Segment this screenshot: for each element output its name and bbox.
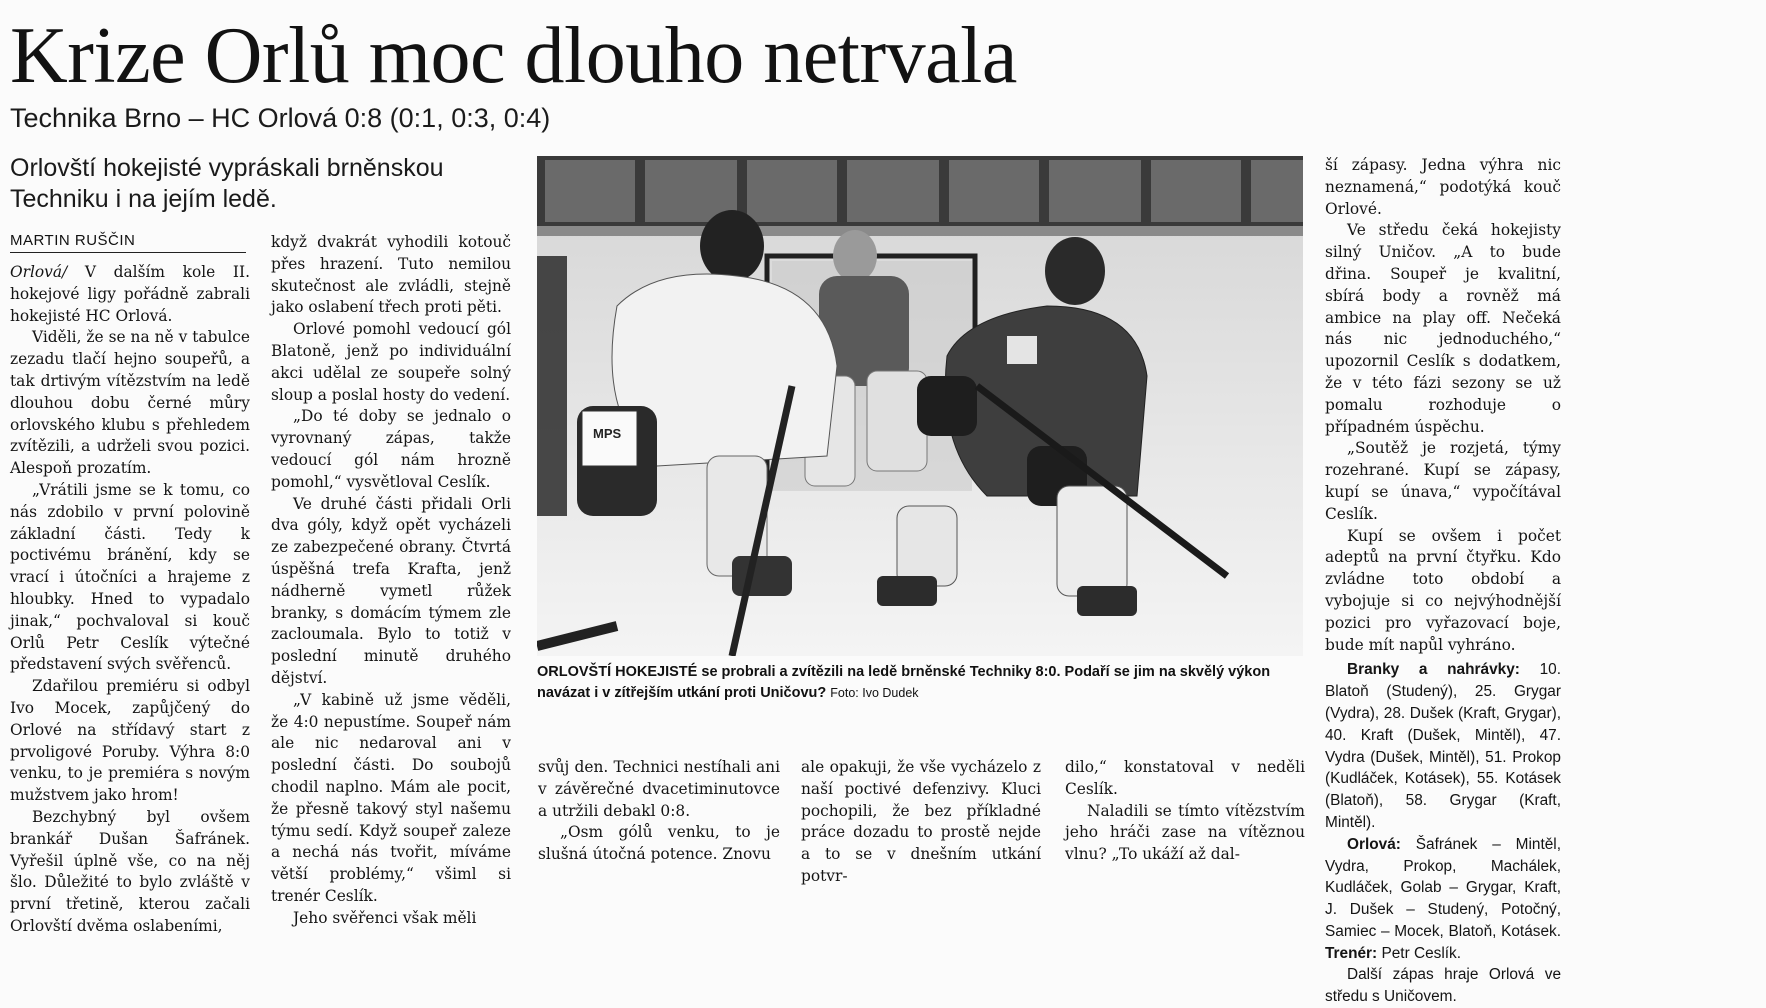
lineup-line <box>1325 834 1561 965</box>
player-edge <box>537 256 567 516</box>
paragraph: „Soutěž je rozjetá, týmy rozehrané. Kupí se zápasy, kupí se únava,“ vypočítával Ceslík. <box>1325 439 1561 523</box>
match-stats <box>1325 659 1561 1008</box>
glass-panels <box>545 160 1303 222</box>
paragraph: Ve středu čeká hokejisty silný Uničov. „A to bude dřina. Soupeř je kvalitní, sbírá body a rovněž má ambice na play off. Nečeká nás nic jednoduchého,“ upozornil Ceslík s dodatkem, že v této fázi sezony se už pomalu rozhoduje o případném úspěchu. <box>1325 221 1561 436</box>
article-column-3 <box>538 757 780 866</box>
article-column-5 <box>1065 757 1305 866</box>
lineup-label: Orlová: <box>1347 835 1401 853</box>
article-subheadline: Technika Brno – HC Orlová 0:8 (0:1, 0:3, 0:4) <box>10 103 551 133</box>
paragraph: „Osm gólů venku, to je slušná útočná potence. Znovu <box>538 823 780 864</box>
paragraph: „Vrátili jsme se k tomu, co nás zdobilo v první polovině základní části. Tedy k poctivému bránění, kdy se vrací i útočníci a hrajeme z hloubky. Hned to vypadalo jinak,“ pochvaloval si kouč Orlů Petr Ceslík výtečné představení svých svěřenců. <box>10 480 250 674</box>
goals-text: 10. Blatoň (Studený), 25. Grygar (Vydra), 28. Dušek (Kraft, Grygar), 40. Kraft (Dušek, Mintěl), 47. Vydra (Dušek, Mintěl), 51. Prokop (Kudláček, Kotásek), 55. Kotásek (Blatoň), 58. Grygar (Kraft, Mintěl). <box>1325 661 1561 831</box>
paragraph: Naladili se tímto vítězstvím jeho hráči zase na vítěznou vlnu? „To ukáží až dal- <box>1065 801 1305 864</box>
paragraph: Ve druhé části přidali Orli dva góly, když opět vycházeli ze zabezpečené obrany. Čtvrtá úspěšná trefa Krafta, jenž nádherně vymetl růžek branky, s domácím týmem zle zacloumala. Bylo to totiž v poslední minutě druhého dějství. <box>271 494 511 687</box>
paragraph-text: V dalším kole II. hokejové ligy pořádně zabrali hokejisté HC Orlová. <box>10 263 250 325</box>
article-lead: Orlovští hokejisté vypráskali brněnskou Techniku i na jejím ledě. <box>10 154 444 213</box>
paragraph: Orlové pomohl vedoucí gól Blatoně, jenž po individuální akci udělal ze soupeře solný sloup a poslal hosty do vedení. <box>271 320 511 404</box>
paragraph: svůj den. Technici nestíhali ani v závěrečné dvacetiminutovce a utržili debakl 0:8. <box>538 758 780 820</box>
dateline: Orlová/ <box>10 263 68 281</box>
paragraph: Jeho svěřenci však měli <box>293 908 477 927</box>
paragraph: ší zápasy. Jedna výhra nic neznamená,“ podotýká kouč Orlové. <box>1325 156 1561 218</box>
paragraph: „Do té doby se jednalo o vyrovnaný zápas, takže vedoucí gól nám hrozně pomohl,“ vysvětloval Ceslík. <box>271 407 511 491</box>
boards <box>537 226 1303 236</box>
hockey-photo <box>537 156 1303 656</box>
photo-caption <box>537 662 1303 704</box>
paragraph: Kupí se ovšem i počet adeptů na první čtyřku. Kdo zvládne toto období a vybojuje si co nejvýhodnější pozici pro vyřazovací boje, bude mít napůl vyhráno. <box>1325 526 1561 654</box>
lineup-text: Šafránek – Mintěl, Vydra, Prokop, Machálek, Kudláček, Golab – Grygar, Kraft, J. Dušek – Studený, Potočný, Samiec – Mocek, Blatoň, Kotásek. <box>1325 835 1561 940</box>
caption-text: se probrali a zvítězili na ledě brněnské Techniky 8:0. Podaří se jim na skvělý výkon navázat i v zítřejším utkání proti Uničovu? <box>537 664 1271 701</box>
caption-lead: ORLOVŠTÍ HOKEJISTÉ <box>537 664 698 680</box>
next-match: Další zápas hraje Orlová ve středu s Uničovem. <box>1325 966 1561 1006</box>
paragraph: Zdařilou premiéru si odbyl Ivo Mocek, zapůjčený do Orlové na střídavý start z prvoligové Poruby. Výhra 8:0 venku, to je premiéra s novým mužstvem jako hrom! <box>10 677 250 805</box>
article-headline: Krize Orlů moc dlouho netrvala <box>10 12 1017 100</box>
coach-label: Trenér: <box>1325 944 1378 962</box>
goals-label: Branky a nahrávky: <box>1347 661 1520 679</box>
author-byline: MARTIN RUŠČIN <box>10 230 246 253</box>
paragraph: ale opakuji, že vše vycházelo z naší poctivé defenzivy. Kluci pochopili, že bez příkladné práce dozadu to prostě nejde a to se v dnešním utkání potvr- <box>801 758 1041 885</box>
jersey-badge: MPS <box>593 426 622 441</box>
paragraph <box>10 262 250 327</box>
article-column-4 <box>801 757 1041 888</box>
article-column-right <box>1325 155 1561 1008</box>
photo-credit: Foto: Ivo Dudek <box>830 686 919 700</box>
article-column-1 <box>10 262 250 938</box>
paragraph: Bezchybný byl ovšem brankář Dušan Šafránek. Vyřešil úplně vše, co na něj šlo. Důležité to bylo zvláště v první třetině, kterou začali Orlovští dvěma oslabeními, <box>10 807 250 935</box>
paragraph: dilo,“ konstatoval v neděli Ceslík. <box>1065 758 1305 798</box>
article-column-2 <box>271 232 511 930</box>
hockey-photo-image <box>537 156 1303 656</box>
coach-text: Petr Ceslík. <box>1381 944 1462 962</box>
paragraph: Viděli, že se na ně v tabulce zezadu tlačí hejno soupeřů, a tak drtivým vítězstvím na ledě dlouhou dobu černé můry orlovského klubu s přehledem zvítězili, a udrželi svou pozici. Alespoň prozatím. <box>10 328 250 478</box>
paragraph: když dvakrát vyhodili kotouč přes hrazení. Tuto nemilou skutečnost ale zvládli, stejně jako oslabení třech proti pěti. <box>271 233 511 317</box>
paragraph: „V kabině už jsme věděli, že 4:0 nepustíme. Soupeř nám ale nic nedaroval ani v poslední části. Do soubojů chodil naplno. Mám ale pocit, že přesně takový styl našemu týmu sedí. Když soupeř zaleze a nechá nás tvořit, míváme větší problémy,“ všiml si trenér Ceslík. <box>271 690 511 905</box>
goals-line <box>1325 659 1561 833</box>
